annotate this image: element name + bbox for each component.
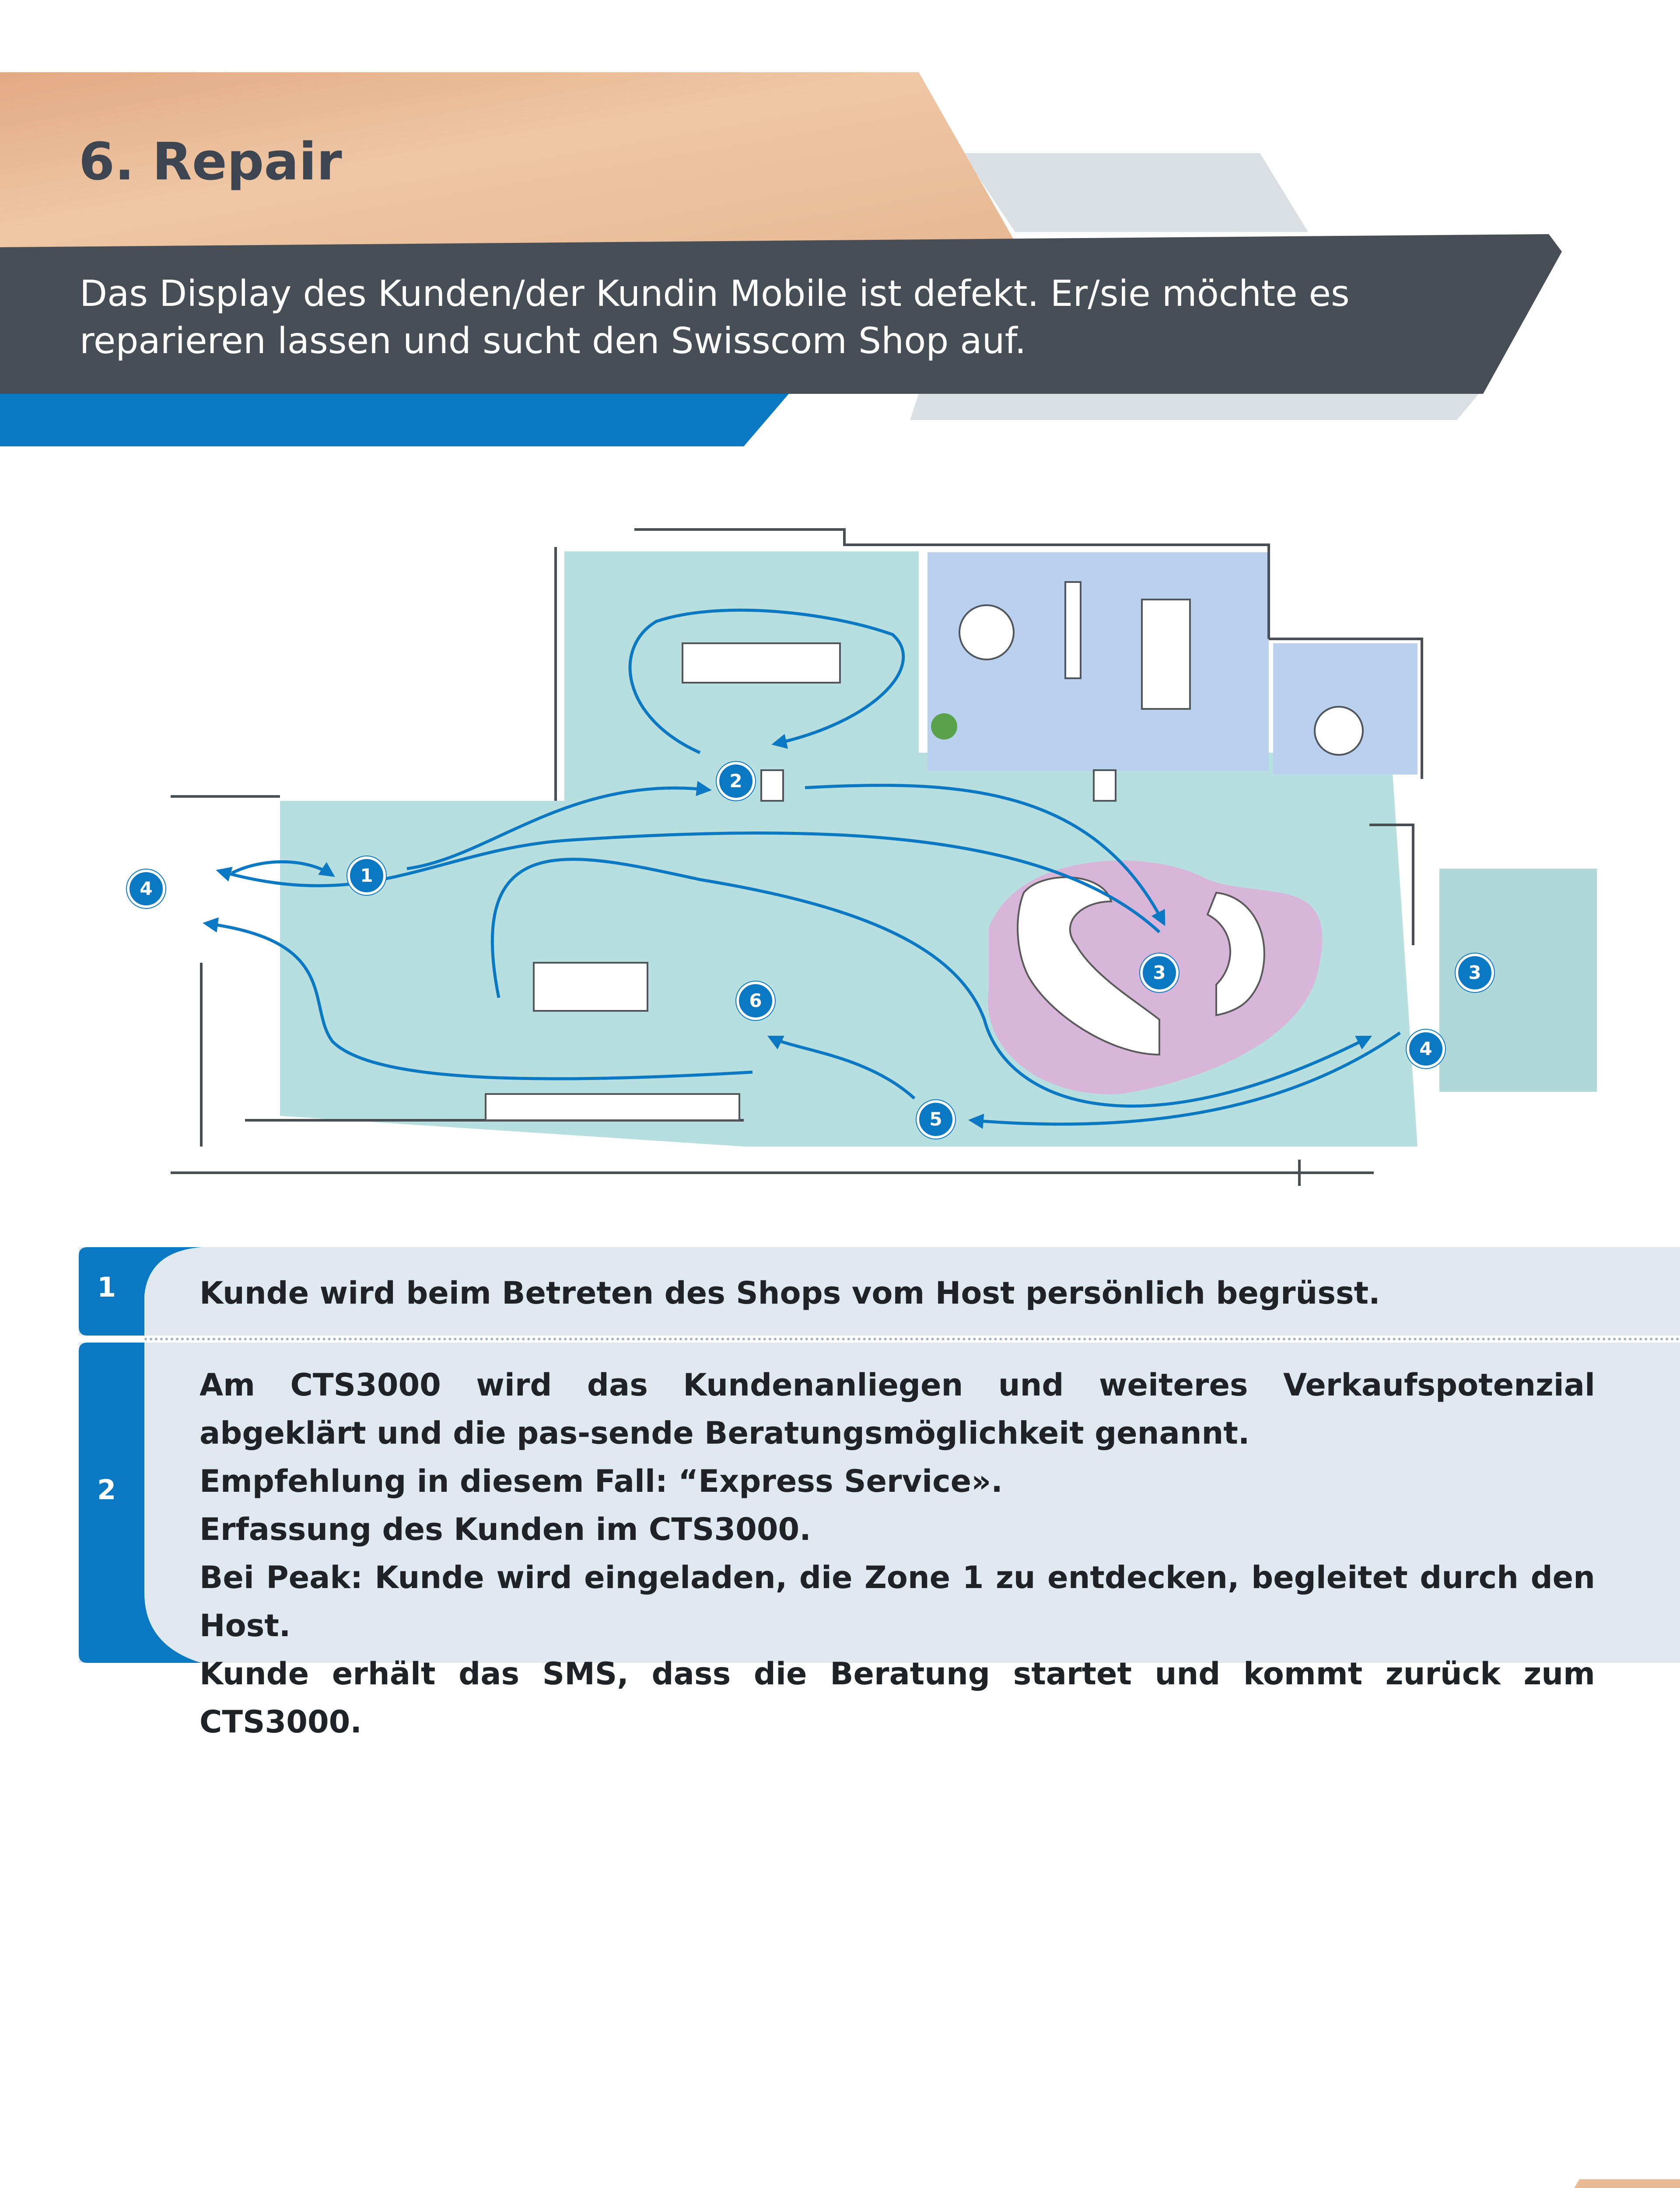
step-2-line-4: Bei Peak: Kunde wird eingeladen, die Zone 1 zu entdecken, begleitet durch den Host.: [200, 1560, 1595, 1644]
marker-4-exit: 4: [1407, 1030, 1445, 1068]
step-2-line-2: Empfehlung in diesem Fall: “Express Service».: [200, 1463, 1003, 1499]
step-1-text: [200, 1269, 1595, 1317]
marker-2: 2: [717, 762, 755, 800]
chapter-title: 6. Repair: [79, 131, 342, 192]
step-1-line: Kunde wird beim Betreten des Shops vom Host persönlich begrüsst.: [200, 1275, 1380, 1311]
step-2-line-3: Erfassung des Kunden im CTS3000.: [200, 1511, 811, 1547]
marker-6: 6: [736, 982, 775, 1020]
marker-5: 5: [917, 1100, 955, 1139]
marker-3-annex: 3: [1456, 954, 1494, 992]
intro-text: Das Display des Kunden/der Kundin Mobile ist defekt. Er/sie möchte es reparieren lassen und sucht den Swisscom Shop auf.: [80, 273, 1350, 362]
step-2-line-5: Kunde erhält das SMS, dass die Beratung startet und kommt zurück zum CTS3000.: [200, 1656, 1595, 1740]
step-2-line-1: Am CTS3000 wird das Kundenanliegen und weiteres Verkaufspotenzial abgeklärt und die pas-sende Beratungsmöglichkeit genannt.: [200, 1367, 1595, 1451]
marker-4-entrance: 4: [127, 870, 165, 908]
step-2-text: [200, 1361, 1595, 1746]
marker-3: 3: [1140, 954, 1179, 992]
step-1-number: 1: [97, 1271, 116, 1303]
marker-1: 1: [347, 856, 386, 895]
step-2-number: 2: [97, 1474, 116, 1506]
page-tab-wood: [1522, 2179, 1680, 2188]
step-divider: [144, 1338, 1680, 1340]
